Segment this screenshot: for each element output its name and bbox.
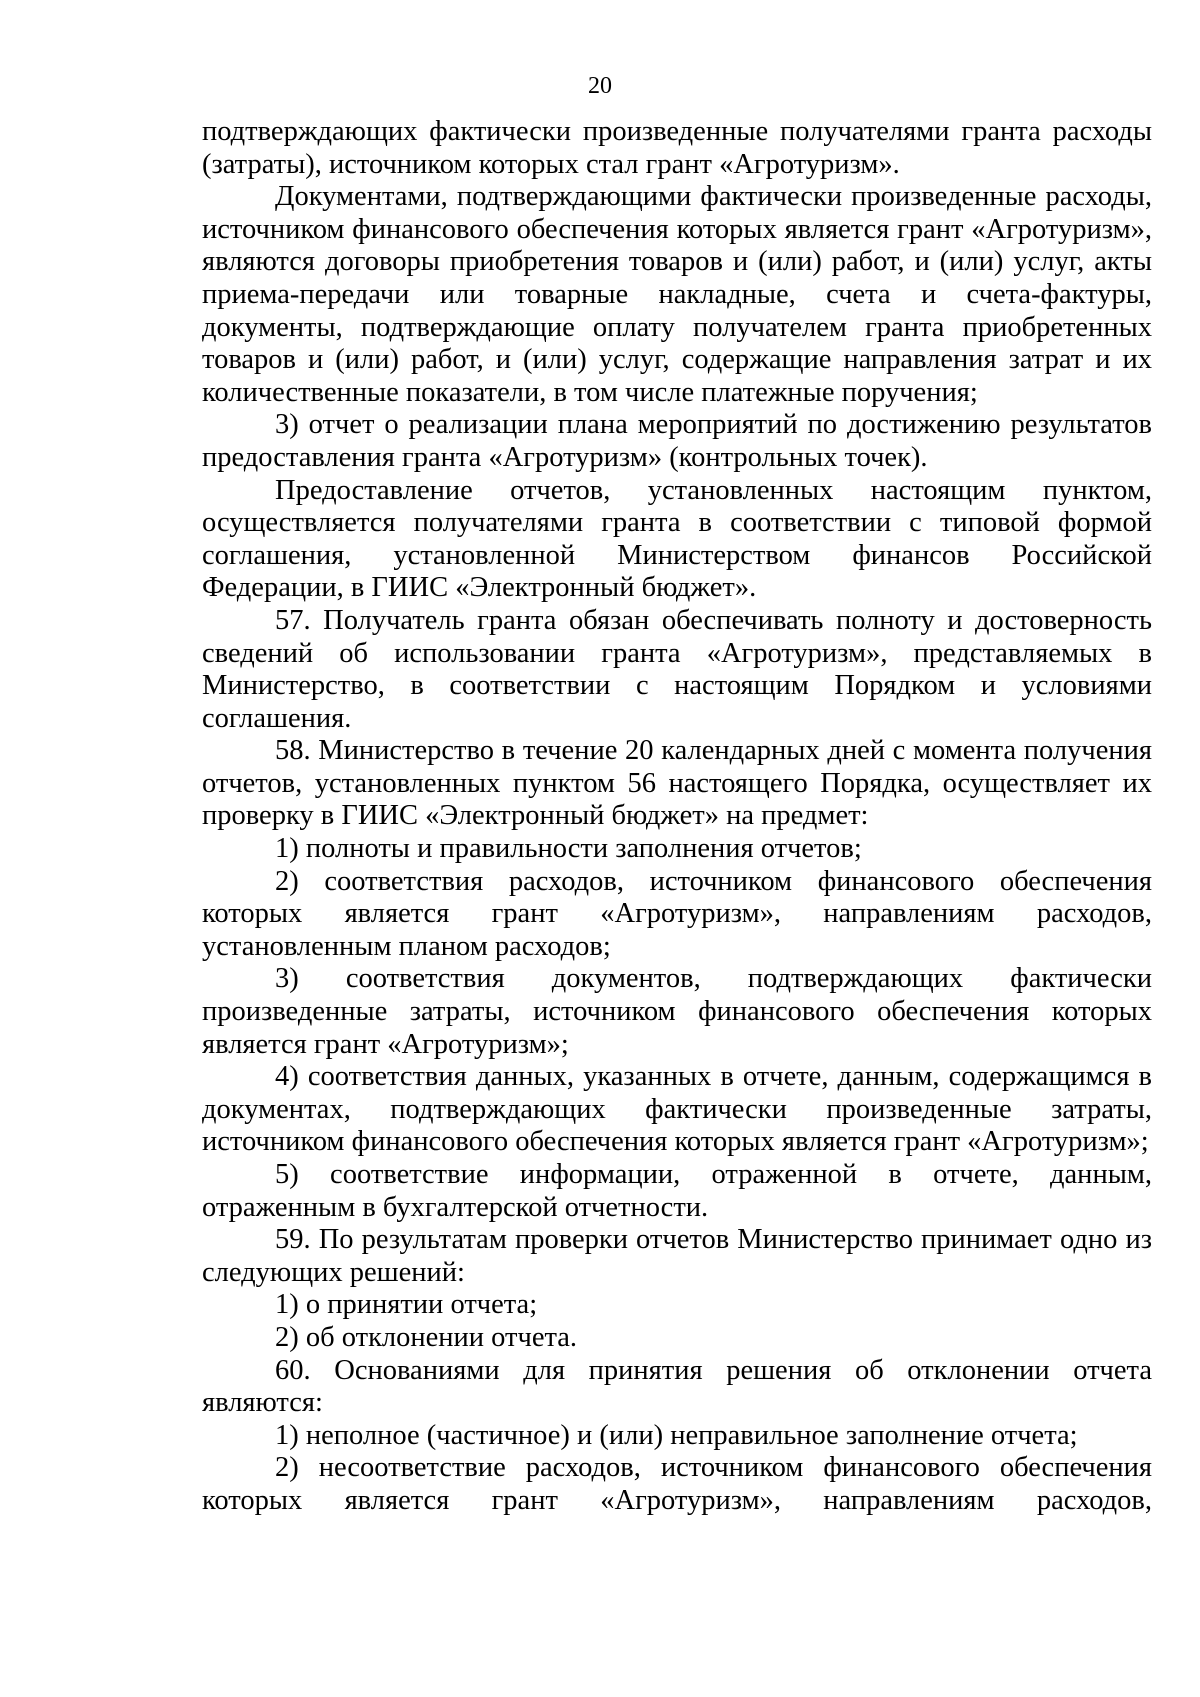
- paragraph-grant-expenses-continuation: подтверждающих фактически произведенные получателями гранта расходы (затраты), источником которых стал грант «Агротуризм».: [202, 116, 1152, 180]
- page-number: 20: [588, 73, 612, 99]
- paragraph-supporting-documents: Документами, подтверждающими фактически произведенные расходы, источником финансового обеспечения которых является грант «Агротуризм», являются договоры приобретения товаров и (или) работ, и (или) услуг, акты приема-передачи или товарные накладные, счета и счета-фактуры, документы, подтверждающие оплату получателем гранта приобретенных товаров и (или) работ, и (или) услуг, содержащие направления затрат и их количественные показатели, в том числе платежные поручения;: [202, 181, 1152, 408]
- paragraph-clause-59: 59. По результатам проверки отчетов Министерство принимает одно из следующих решений:: [202, 1224, 1152, 1288]
- list-item-60-1: 1) неполное (частичное) и (или) неправильное заполнение отчета;: [275, 1419, 1078, 1451]
- paragraph-clause-58: 58. Министерство в течение 20 календарных дней с момента получения отчетов, установленных пунктом 56 настоящего Порядка, осуществляет их проверку в ГИИС «Электронный бюджет» на предмет:: [202, 735, 1152, 832]
- paragraph-clause-57: 57. Получатель гранта обязан обеспечивать полноту и достоверность сведений об использовании гранта «Агротуризм», представляемых в Министерство, в соответствии с настоящим Порядком и условиями соглашения.: [202, 604, 1152, 734]
- list-item-58-5: 5) соответствие информации, отраженной в отчете, данным, отраженным в бухгалтерской отчетности.: [202, 1159, 1152, 1223]
- document-body: [202, 116, 1152, 1518]
- list-item-60-2: 2) несоответствие расходов, источником финансового обеспечения которых является грант «Агротуризм», направлениям расходов,: [202, 1452, 1152, 1516]
- paragraph-report-submission: Предоставление отчетов, установленных настоящим пунктом, осуществляется получателями гранта в соответствии с типовой формой соглашения, установленной Министерством финансов Российской Федерации, в ГИИС «Электронный бюджет».: [202, 474, 1152, 604]
- list-item-58-1: 1) полноты и правильности заполнения отчетов;: [275, 833, 862, 865]
- list-item-58-2: 2) соответствия расходов, источником финансового обеспечения которых является грант «Агротуризм», направлениям расходов, установленным планом расходов;: [202, 865, 1152, 962]
- list-item-59-1: 1) о принятии отчета;: [275, 1289, 538, 1321]
- list-item-59-2: 2) об отклонении отчета.: [275, 1321, 578, 1353]
- list-item-58-3: 3) соответствия документов, подтверждающих фактически произведенные затраты, источником финансового обеспечения которых является грант «Агротуризм»;: [202, 963, 1152, 1060]
- paragraph-item-3-report: 3) отчет о реализации плана мероприятий по достижению результатов предоставления гранта «Агротуризм» (контрольных точек).: [202, 409, 1152, 473]
- list-item-58-4: 4) соответствия данных, указанных в отчете, данным, содержащимся в документах, подтверждающих фактически произведенные затраты, источником финансового обеспечения которых является грант «Агротуризм»;: [202, 1061, 1152, 1158]
- paragraph-clause-60: 60. Основаниями для принятия решения об отклонении отчета являются:: [202, 1354, 1152, 1419]
